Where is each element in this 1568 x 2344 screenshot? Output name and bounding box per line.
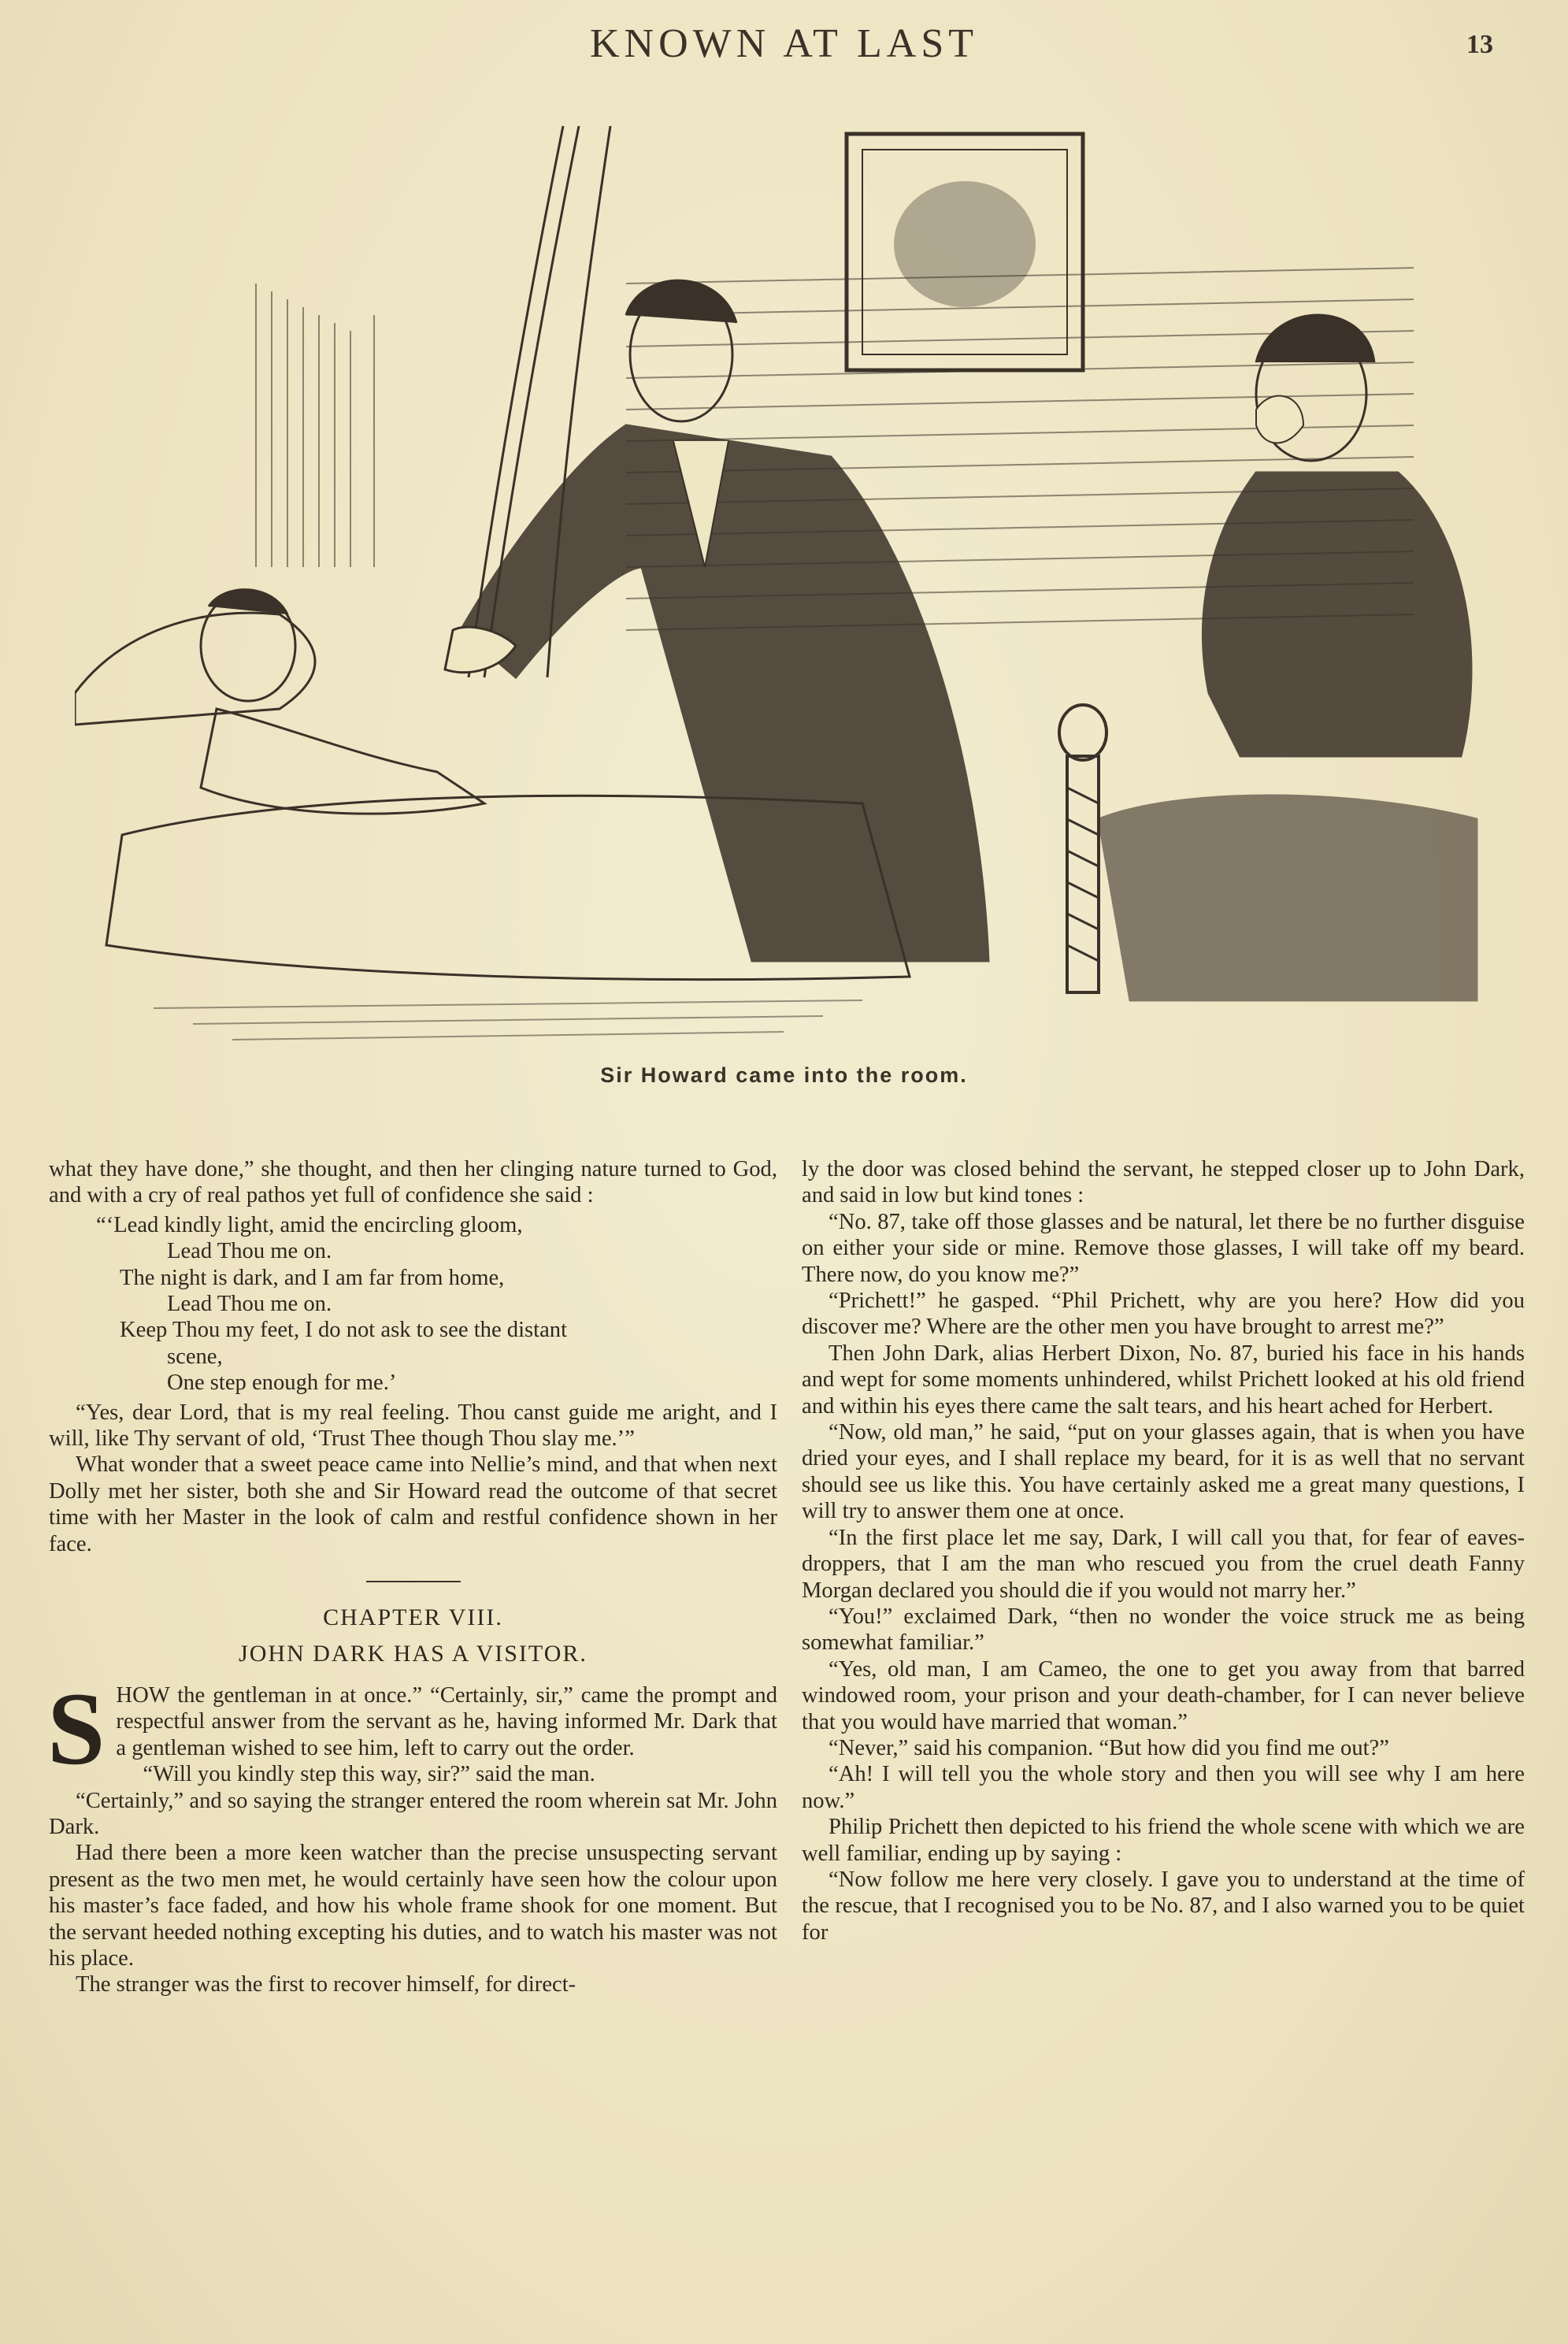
running-header: KNOWN AT LAST	[589, 21, 979, 66]
paragraph: “Certainly,” and so saying the stranger entered the room wherein sat Mr. John Dark.	[49, 1788, 777, 1839]
paragraph: “Yes, old man, I am Cameo, the one to get you away from that barred windowed room, your prison and your death-chamber, for I can never believe that you would have married that woman.”	[802, 1656, 1525, 1734]
paragraph: What wonder that a sweet peace came into Nellie’s mind, and that when next Dolly met her sister, both she and Sir Howard read the outcome of that secret time with her Master in the look of calm and restful confidence shown in her face.	[49, 1452, 777, 1556]
paragraph: “Now follow me here very closely. I gave you to understand at the time of the rescue, that I recognised you to be No. 87, and I also warned you to be quiet for	[802, 1867, 1525, 1945]
bedpost	[1059, 705, 1106, 992]
right-column	[802, 1156, 1525, 1945]
chapter-title: JOHN DARK HAS A VISITOR.	[239, 1640, 588, 1667]
left-column	[49, 1156, 777, 1998]
paragraph: “In the first place let me say, Dark, I will call you that, for fear of eaves-droppers, that I am the man who rescued you from the cruel death Fanny Morgan declared you should die if you would not marry her.”	[802, 1525, 1525, 1603]
paragraph: Had there been a more keen watcher than the precise unsuspecting servant present as the two men met, he would certainly have seen how the colour upon his master’s face faded, and how his whole frame shook for one moment. But the servant heeded nothing excepting his duties, and to watch his master was not his place.	[49, 1841, 777, 1971]
paragraph: ly the door was closed behind the servant, he stepped closer up to John Dark, and said in low but kind tones :	[802, 1157, 1525, 1208]
paragraph: “Now, old man,” he said, “put on your glasses again, that is when you have dried your eyes, and I shall replace my beard, for it is as well that no servant should see us like this. You have certainly asked me a great many questions, I will try to answer them one at once.	[802, 1420, 1525, 1524]
paragraph: what they have done,” she thought, and then her clinging nature turned to God, and with a cry of real pathos yet full of confidence she said :	[49, 1157, 777, 1208]
chapter-number: CHAPTER VIII.	[323, 1604, 503, 1631]
poem-line: scene,	[167, 1344, 223, 1369]
paragraph: “Prichett!” he gasped. “Phil Prichett, why are you here? How did you discover me? Where are the other men you have brought to arrest me?”	[802, 1289, 1525, 1340]
hymn-quote	[96, 1212, 777, 1396]
poem-line: Keep Thou my feet, I do not ask to see the distant	[120, 1318, 568, 1343]
illustration-caption: Sir Howard came into the room.	[600, 1063, 968, 1087]
chair	[1099, 796, 1477, 1000]
poem-line: Lead Thou me on.	[167, 1239, 332, 1264]
drop-cap: S	[47, 1670, 106, 1786]
poem-line: One step enough for me.’	[167, 1370, 397, 1396]
poem-line: Lead Thou me on.	[167, 1292, 332, 1317]
woman-dress	[1203, 473, 1472, 756]
paragraph-text: HOW the gentleman in at once.” “Certainly, sir,” came the prompt and respectful answer from the servant as he, having informed Mr. Dark that a gentleman wished to see him, left to carry out the order.	[116, 1682, 777, 1760]
paragraph: “Yes, dear Lord, that is my real feeling. Thou canst guide me aright, and I will, like Thy servant of old, ‘Trust Thee though Thou slay me.’”	[49, 1400, 777, 1452]
section-divider	[366, 1581, 461, 1582]
poem-line: The night is dark, and I am far from home,	[120, 1265, 505, 1290]
engraving-illustration	[75, 126, 1500, 1048]
pillow	[75, 613, 315, 725]
paragraph: “You!” exclaimed Dark, “then no wonder the voice struck me as being somewhat familiar.”	[802, 1604, 1525, 1656]
paragraph: “Will you kindly step this way, sir?” said the man.	[143, 1762, 595, 1787]
paragraph: “Ah! I will tell you the whole story and then you will see why I am here now.”	[802, 1762, 1525, 1813]
page-number: 13	[1466, 30, 1493, 59]
paragraph: Philip Prichett then depicted to his friend the whole scene with which we are well familiar, ending up by saying :	[802, 1815, 1525, 1866]
gentleman-coat	[461, 425, 988, 961]
paragraph: “Never,” said his companion. “But how did you find me out?”	[828, 1735, 1389, 1760]
paragraph: The stranger was the first to recover himself, for direct-	[76, 1972, 576, 1997]
poem-line: “‘Lead kindly light, amid the encircling gloom,	[96, 1212, 523, 1237]
paragraph: Then John Dark, alias Herbert Dixon, No. 87, buried his face in his hands and wept for some moments unhindered, whilst Prichett looked at his old friend and within his eyes there came the salt tears, and his heart ached for Herbert.	[802, 1341, 1525, 1419]
paragraph: “No. 87, take off those glasses and be natural, let there be no further disguise on either your side or mine. Remove those glasses, I will take off my beard. There now, do you know me?”	[802, 1209, 1525, 1287]
